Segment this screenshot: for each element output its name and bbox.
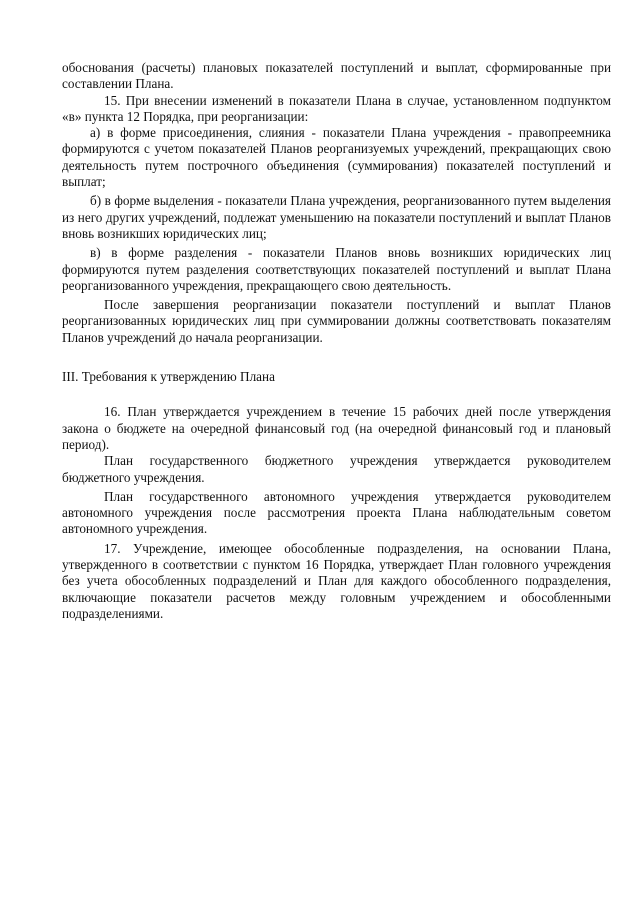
- section-heading: III. Требования к утверждению Плана: [62, 369, 275, 385]
- paragraph-item-17: 17. Учреждение, имеющее обособленные подразделения, на основании Плана, утвержденного в соответствии с пунктом 16 Порядка, утверждает План головного учреждения без учета обособленных подразделений и План для каждого обособленного подразделения, включающие показатели расчетов между головным учреждением и обособленными подразделениями.: [62, 540, 611, 621]
- paragraph-continuation: обоснования (расчеты) плановых показателей поступлений и выплат, сформированные при составлении Плана.: [62, 60, 611, 92]
- paragraph-subitem-v: в) в форме разделения - показатели Планов вновь возникших юридических лиц формируются путем разделения соответствующих показателей поступлений и выплат Плана реорганизованного учреждения, прекращающего свою деятельность.: [62, 245, 611, 293]
- paragraph-item-15: 15. При внесении изменений в показатели Плана в случае, установленном подпунктом «в» пункта 12 Порядка, при реорганизации:: [62, 92, 611, 124]
- paragraph-subitem-b: б) в форме выделения - показатели Плана учреждения, реорганизованного путем выделения из него других учреждений, подлежат уменьшению на показатели поступлений и выплат Планов вновь возникших юридических лиц;: [62, 193, 611, 241]
- paragraph-after-reorganization: После завершения реорганизации показатели поступлений и выплат Планов реорганизованных юридических лиц при суммировании должны соответствовать показателям Планов учреждений до начала реорганизации.: [62, 297, 611, 345]
- paragraph-autonomous-institution: План государственного автономного учреждения утверждается руководителем автономного учреждения после рассмотрения проекта Плана наблюдательным советом автономного учреждения.: [62, 488, 611, 537]
- document-page: [62, 60, 611, 622]
- paragraph-item-16: 16. План утверждается учреждением в течение 15 рабочих дней после утверждения закона о бюджете на очередной финансовый год (на очередной финансовый год и плановый период).: [62, 404, 611, 452]
- paragraph-subitem-a: а) в форме присоединения, слияния - показатели Плана учреждения - правопреемника формируются с учетом показателей Планов реорганизуемых учреждений, прекращающих свою деятельность путем построчного объединения (суммирования) показателей поступлений и выплат;: [62, 125, 611, 190]
- paragraph-budget-institution: План государственного бюджетного учреждения утверждается руководителем бюджетного учреждения.: [62, 453, 611, 485]
